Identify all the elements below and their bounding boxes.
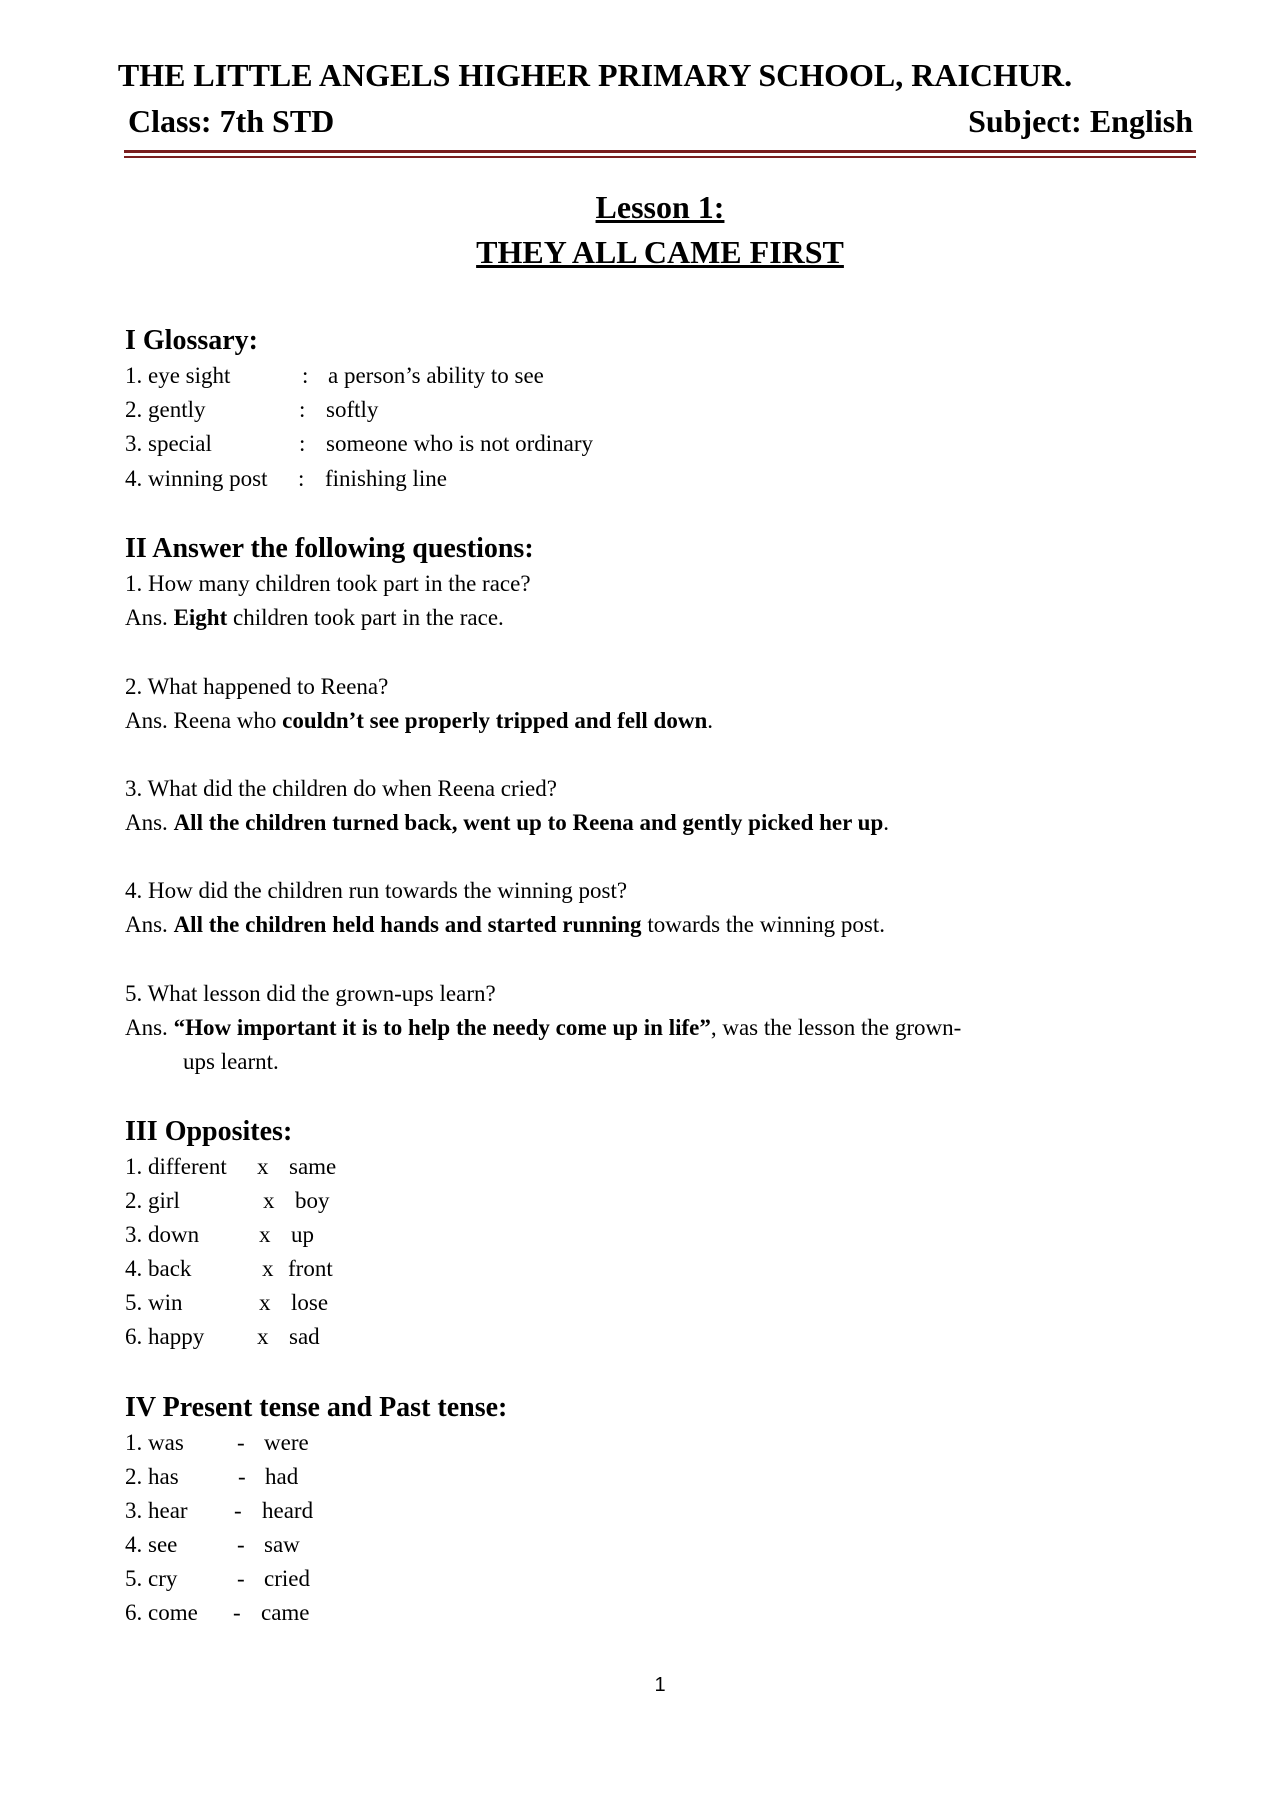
question: 4. How did the children run towards the winning post? — [125, 878, 628, 903]
present-tense: 1. was — [125, 1430, 184, 1455]
glossary-heading: I Glossary: — [125, 325, 258, 356]
present-tense: 6. come — [125, 1600, 198, 1625]
answer-continuation: ups learnt. — [183, 1049, 279, 1074]
opposite-word: 5. win — [125, 1290, 183, 1315]
glossary-colon: : — [299, 397, 306, 422]
opposite-separator: x — [257, 1324, 269, 1349]
tense-separator: - — [234, 1498, 242, 1523]
present-tense: 2. has — [125, 1464, 179, 1489]
class-label: Class: 7th STD — [128, 103, 335, 139]
question: 1. How many children took part in the race? — [125, 571, 531, 596]
opposite-word: 2. girl — [125, 1188, 180, 1213]
opposite-pair: up — [291, 1222, 314, 1247]
opposite-pair: lose — [291, 1290, 329, 1315]
opposite-word: 1. different — [125, 1154, 227, 1179]
tense-separator: - — [237, 1566, 245, 1591]
opposite-separator: x — [259, 1222, 271, 1247]
present-tense: 4. see — [125, 1532, 178, 1557]
glossary-meaning: a person’s ability to see — [328, 363, 544, 388]
question: 3. What did the children do when Reena cried? — [125, 776, 557, 801]
opposite-pair: boy — [295, 1188, 330, 1213]
opposite-separator: x — [263, 1188, 275, 1213]
glossary-colon: : — [299, 431, 306, 456]
lesson-title: THEY ALL CAME FIRST — [476, 234, 844, 270]
glossary-term: 1. eye sight — [125, 363, 231, 388]
answer: Ans. All the children turned back, went up to Reena and gently picked her up. — [125, 810, 889, 835]
tense-separator: - — [237, 1532, 245, 1557]
past-tense: came — [261, 1600, 310, 1625]
header-divider-bottom — [124, 156, 1196, 158]
glossary-meaning: softly — [326, 397, 379, 422]
tenses-heading: IV Present tense and Past tense: — [125, 1392, 508, 1423]
glossary-colon: : — [302, 363, 309, 388]
glossary-term: 2. gently — [125, 397, 206, 422]
glossary-term: 4. winning post — [125, 466, 268, 491]
past-tense: saw — [264, 1532, 300, 1557]
present-tense: 3. hear — [125, 1498, 188, 1523]
glossary-term: 3. special — [125, 431, 212, 456]
opposite-pair: same — [289, 1154, 337, 1179]
answer: Ans. “How important it is to help the needy come up in life”, was the lesson the grown- — [125, 1015, 962, 1040]
glossary-meaning: someone who is not ordinary — [326, 431, 594, 456]
tense-separator: - — [238, 1464, 246, 1489]
answer: Ans. Eight children took part in the race. — [125, 605, 504, 630]
past-tense: had — [265, 1464, 299, 1489]
tense-separator: - — [233, 1600, 241, 1625]
opposite-word: 6. happy — [125, 1324, 205, 1349]
subject-label: Subject: English — [968, 103, 1193, 139]
present-tense: 5. cry — [125, 1566, 178, 1591]
opposite-word: 4. back — [125, 1256, 192, 1281]
past-tense: heard — [262, 1498, 314, 1523]
glossary-meaning: finishing line — [325, 466, 448, 491]
opposites-heading: III Opposites: — [125, 1116, 293, 1147]
page-number: 1 — [654, 1674, 666, 1696]
questions-heading: II Answer the following questions: — [125, 533, 534, 564]
opposite-separator: x — [262, 1256, 274, 1281]
header-divider-top — [124, 150, 1196, 153]
opposite-separator: x — [259, 1290, 271, 1315]
question: 5. What lesson did the grown-ups learn? — [125, 981, 496, 1006]
opposite-word: 3. down — [125, 1222, 200, 1247]
opposite-pair: front — [288, 1256, 333, 1281]
answer: Ans. All the children held hands and started running towards the winning post. — [125, 912, 885, 937]
past-tense: were — [264, 1430, 309, 1455]
tense-separator: - — [237, 1430, 245, 1455]
glossary-colon: : — [298, 466, 305, 491]
opposite-separator: x — [257, 1154, 269, 1179]
question: 2. What happened to Reena? — [125, 674, 389, 699]
past-tense: cried — [264, 1566, 310, 1591]
lesson-number: Lesson 1: — [595, 189, 725, 225]
answer: Ans. Reena who couldn’t see properly tripped and fell down. — [125, 708, 713, 733]
school-name: THE LITTLE ANGELS HIGHER PRIMARY SCHOOL, RAICHUR. — [117, 57, 1073, 93]
opposite-pair: sad — [289, 1324, 320, 1349]
